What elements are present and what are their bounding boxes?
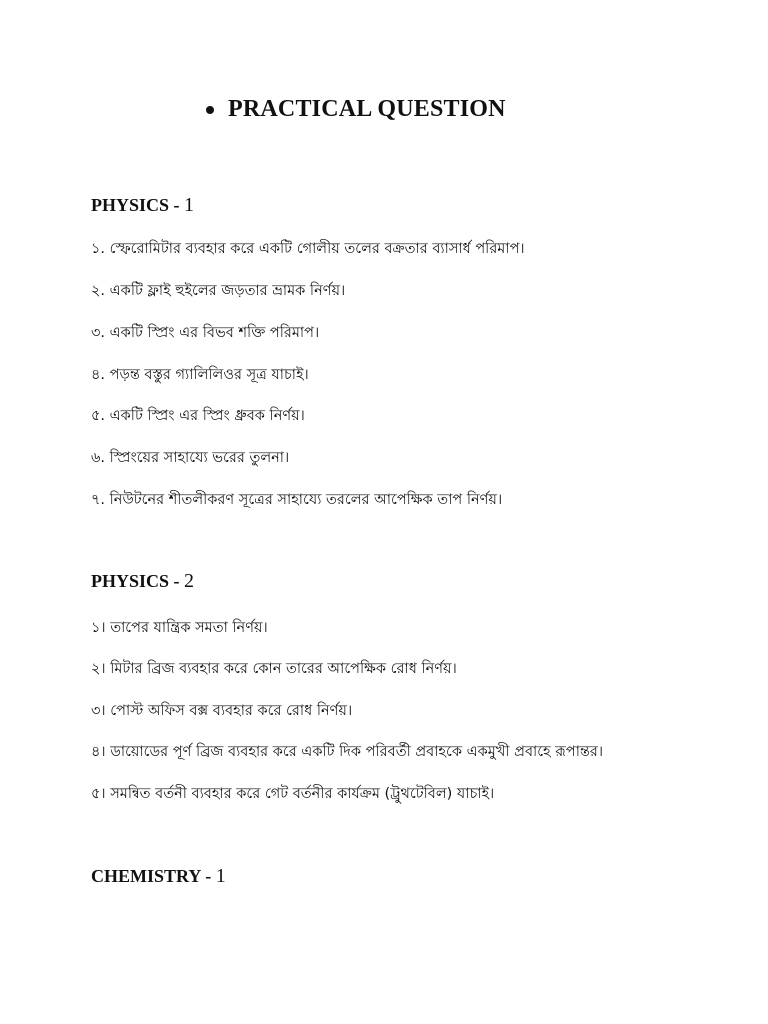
section-heading-chemistry-1 xyxy=(91,865,226,888)
bullet-icon xyxy=(206,106,214,114)
list-item: ৬. স্প্রিংয়ের সাহায্যে ভরের তুলনা। xyxy=(91,450,290,466)
list-item: ৪. পড়ন্ত বস্তুর গ্যালিলিওর সূত্র যাচাই। xyxy=(91,367,309,383)
section-heading-physics-1 xyxy=(91,194,194,217)
list-item: ৭. নিউটনের শীতলীকরণ সূত্রের সাহায্যে তরলের আপেক্ষিক তাপ নির্ণয়। xyxy=(91,492,503,508)
section-heading-physics-2 xyxy=(91,570,194,593)
list-item: ৫। সমন্বিত বর্তনী ব্যবহার করে গেট বর্তনীর কার্যক্রম (ট্রুথটেবিল) যাচাই। xyxy=(91,786,495,802)
page-title: PRACTICAL QUESTION xyxy=(228,96,506,122)
list-item: ১. স্ফেরোমিটার ব্যবহার করে একটি গোলীয় তলের বক্রতার ব্যাসার্ধ পরিমাপ। xyxy=(91,241,525,257)
section-heading-label: CHEMISTRY - xyxy=(91,866,212,886)
section-heading-number: 2 xyxy=(184,570,195,592)
section-heading-label: PHYSICS - xyxy=(91,195,180,215)
list-item: ৩. একটি স্প্রিং এর বিভব শক্তি পরিমাপ। xyxy=(91,325,320,341)
title-row xyxy=(206,96,506,123)
list-item: ৩। পোস্ট অফিস বক্স ব্যবহার করে রোধ নির্ণয়। xyxy=(91,703,353,719)
list-item: ২. একটি ফ্লাই হুইলের জড়তার ভ্রামক নির্ণয়। xyxy=(91,283,346,299)
list-item: ৪। ডায়োডের পূর্ণ ব্রিজ ব্যবহার করে একটি দিক পরিবর্তী প্রবাহকে একমুখী প্রবাহে রূপান্তর। xyxy=(91,744,604,760)
list-item: ২। মিটার ব্রিজ ব্যবহার করে কোন তারের আপেক্ষিক রোধ নির্ণয়। xyxy=(91,661,457,677)
section-heading-number: 1 xyxy=(215,865,226,887)
section-heading-number: 1 xyxy=(184,194,195,216)
list-item: ৫. একটি স্প্রিং এর স্প্রিং ধ্রুবক নির্ণয়। xyxy=(91,408,305,424)
section-heading-label: PHYSICS - xyxy=(91,571,180,591)
list-item: ১। তাপের যান্ত্রিক সমতা নির্ণয়। xyxy=(91,620,268,636)
